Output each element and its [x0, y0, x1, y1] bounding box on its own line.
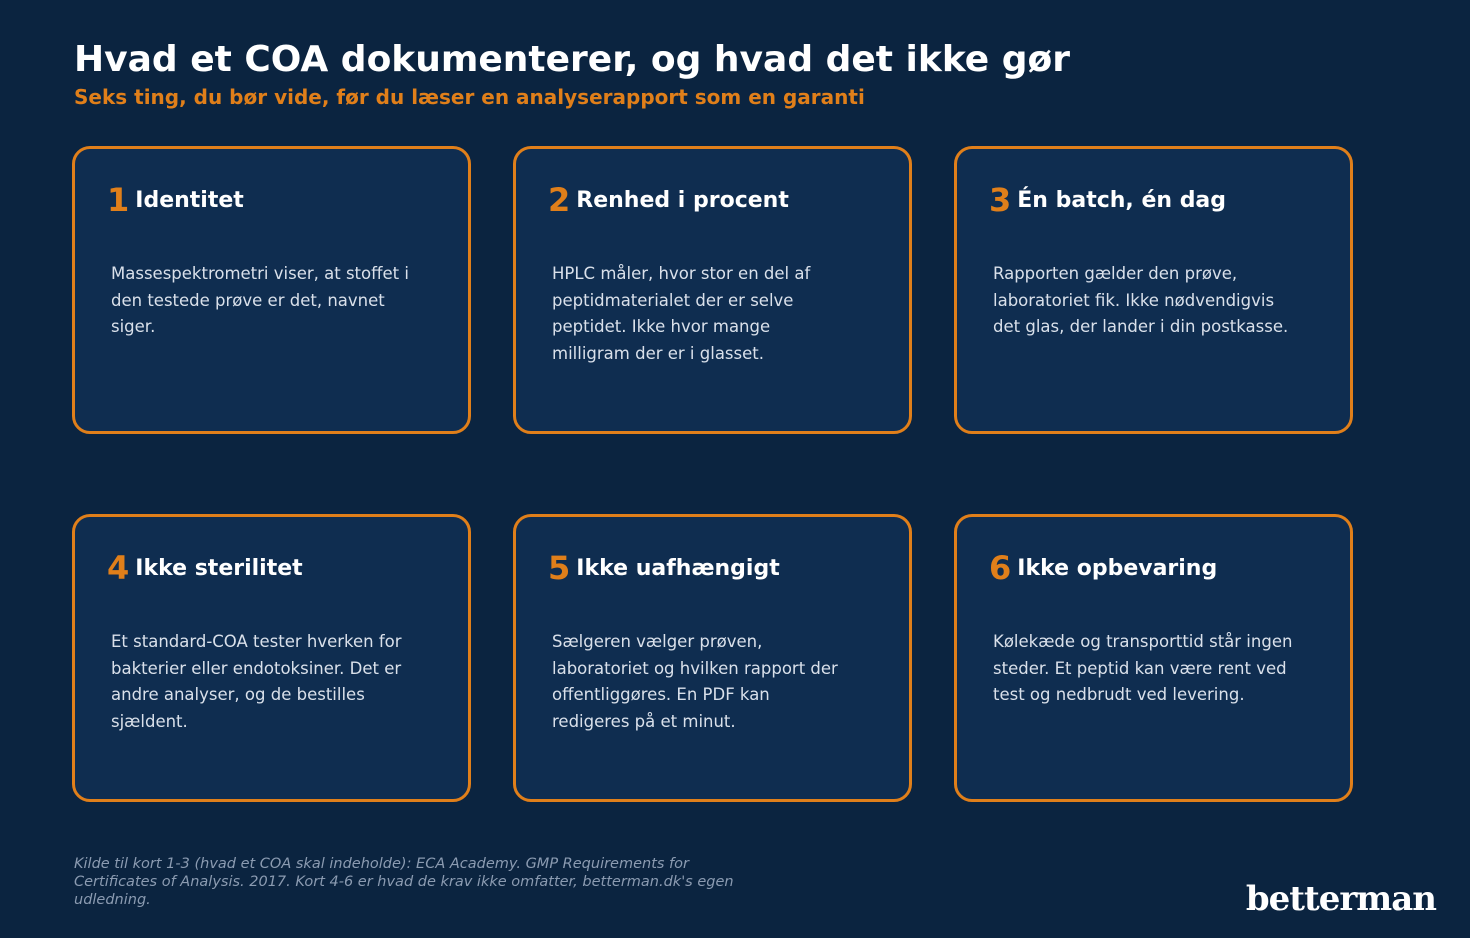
card-header [548, 549, 780, 587]
card-title: Identitet [135, 187, 244, 213]
page-subtitle: Seks ting, du bør vide, før du læser en analyserapport som en garanti [74, 85, 865, 109]
card-body: Sælgeren vælger prøven, laboratoriet og hvilken rapport der offentliggøres. En PDF kan redigeres på et minut. [552, 632, 838, 731]
card-number: 1 [107, 181, 130, 219]
card-number: 6 [989, 549, 1012, 587]
card-title: Ikke uafhængigt [576, 555, 780, 581]
card-independence [513, 514, 912, 802]
card-header [107, 181, 244, 219]
card-header [107, 549, 303, 587]
card-header [989, 549, 1217, 587]
card-number: 4 [107, 549, 130, 587]
card-title: Ikke sterilitet [135, 555, 303, 581]
card-body: Massespektrometri viser, at stoffet i den testede prøve er det, navnet siger. [111, 264, 409, 336]
card-identity [72, 146, 471, 434]
card-header [989, 181, 1226, 219]
card-number: 3 [989, 181, 1012, 219]
card-sterility [72, 514, 471, 802]
brand-logo: betterman [1245, 879, 1436, 919]
card-body: Et standard-COA tester hverken for bakterier eller endotoksiner. Det er andre analyser, og de bestilles sjældent. [111, 632, 402, 731]
card-number: 5 [548, 549, 571, 587]
card-body: Kølekæde og transporttid står ingen steder. Et peptid kan være rent ved test og nedbrudt ved levering. [993, 632, 1293, 704]
source-note: Kilde til kort 1-3 (hvad et COA skal indeholde): ECA Academy. GMP Requirements for Certificates of Analysis. 2017. Kort 4-6 er hvad de krav ikke omfatter, betterman.dk's egen udledning. [74, 856, 734, 908]
card-title: Ikke opbevaring [1017, 555, 1218, 581]
card-body: Rapporten gælder den prøve, laboratoriet fik. Ikke nødvendigvis det glas, der lander i din postkasse. [993, 264, 1289, 336]
card-storage [954, 514, 1353, 802]
card-purity [513, 146, 912, 434]
card-number: 2 [548, 181, 571, 219]
card-title: Én batch, én dag [1017, 187, 1227, 213]
page-title: Hvad et COA dokumenterer, og hvad det ikke gør [74, 39, 1071, 80]
card-header [548, 181, 789, 219]
card-title: Renhed i procent [576, 187, 789, 213]
card-batch [954, 146, 1353, 434]
card-body: HPLC måler, hvor stor en del af peptidmaterialet der er selve peptidet. Ikke hvor mange milligram der er i glasset. [552, 264, 811, 363]
